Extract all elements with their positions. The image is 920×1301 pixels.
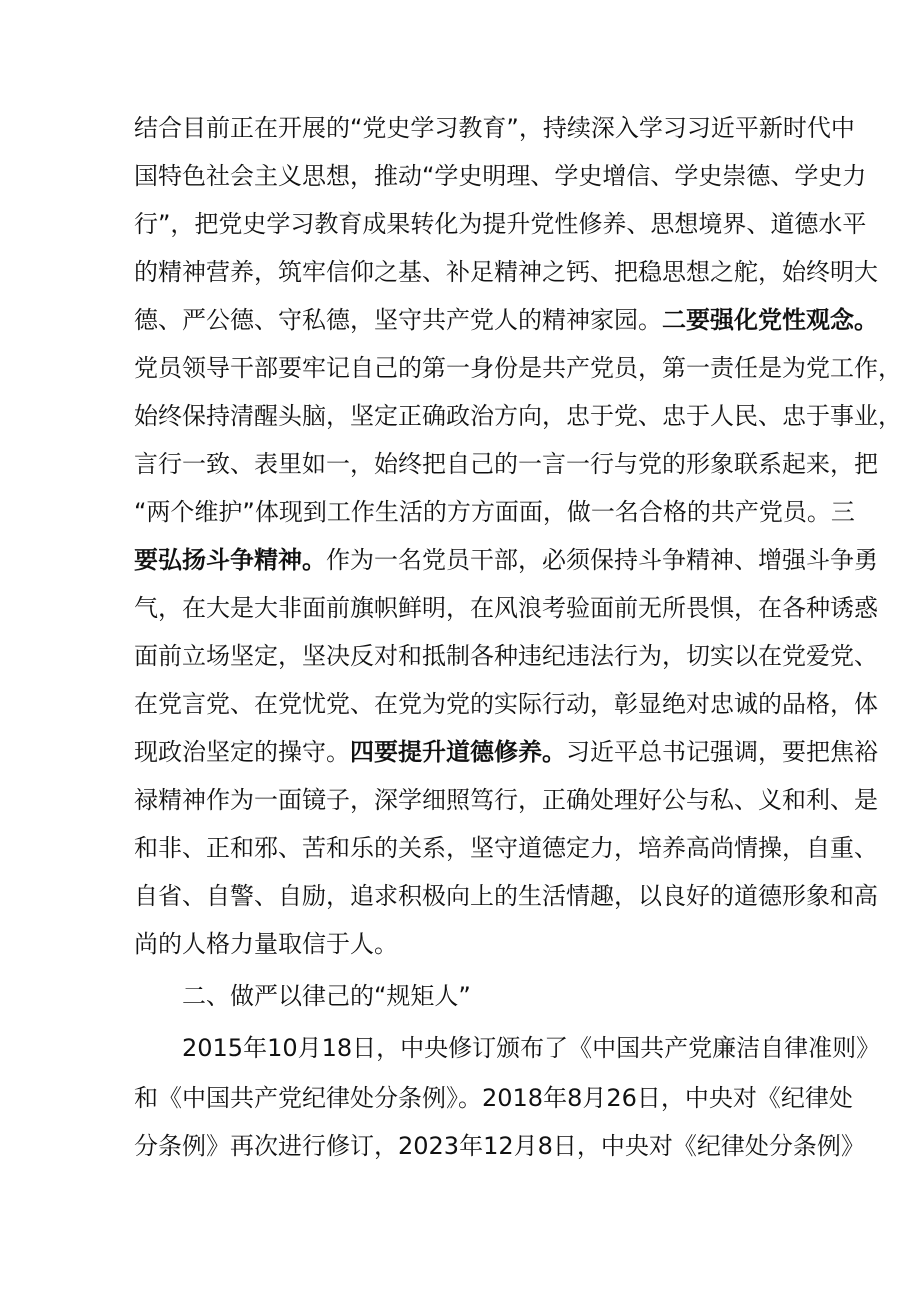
- text-run: 党员领导干部要牢记自己的第一身份是共产党员，第一责任是为党工作，: [134, 354, 902, 382]
- text-run: 结合目前正在开展的“党史学习教育”，持续深入学习习近平新时代中: [134, 114, 855, 142]
- text-run: 现政治坚定的操守。: [134, 738, 350, 766]
- text-line: [134, 492, 855, 532]
- text-run: 行”，把党史学习教育成果转化为提升党性修养、思想境界、道德水平: [134, 210, 867, 238]
- text-line: [182, 1028, 881, 1068]
- text-run: 的精神营养，筑牢信仰之基、补足精神之钙、把稳思想之舵，始终明大: [134, 258, 878, 286]
- text-run: 分条例》再次进行修订，2023年12月8日，中央对《纪律处分条例》: [134, 1132, 865, 1160]
- text-line: [134, 540, 878, 580]
- text-line: [134, 780, 878, 820]
- text-run: 言行一致、表里如一，始终把自己的一言一行与党的形象联系起来，把: [134, 450, 878, 478]
- text-line: [134, 300, 878, 340]
- text-run: 禄精神作为一面镜子，深学细照笃行，正确处理好公与私、义和利、是: [134, 786, 878, 814]
- text-line: [134, 108, 855, 148]
- text-run: 气，在大是大非面前旗帜鲜明，在风浪考验面前无所畏惧，在各种诱惑: [134, 594, 878, 622]
- bold-heading-run: 要弘扬斗争精神。: [134, 546, 326, 574]
- text-run: 德、严公德、守私德，坚守共产党人的精神家园。: [134, 306, 662, 334]
- text-run: 2015年10月18日，中央修订颁布了《中国共产党廉洁自律准则》: [182, 1034, 881, 1062]
- text-line: [134, 396, 902, 436]
- section-heading-text: 二、做严以律己的“规矩人”: [182, 982, 471, 1010]
- bold-heading-run: 二要强化党性观念。: [662, 306, 878, 334]
- text-run: 和《中国共产党纪律处分条例》。2018年8月26日，中央对《纪律处: [134, 1084, 853, 1112]
- text-run: 面前立场坚定，坚决反对和抵制各种违纪违法行为，切实以在党爱党、: [134, 642, 878, 670]
- text-run: 自省、自警、自励，追求积极向上的生活情趣，以良好的道德形象和高: [134, 882, 878, 910]
- text-line: [134, 204, 867, 244]
- text-line: [134, 636, 878, 676]
- text-run: 始终保持清醒头脑，坚定正确政治方向，忠于党、忠于人民、忠于事业，: [134, 402, 902, 430]
- text-run: 在党言党、在党忧党、在党为党的实际行动，彰显绝对忠诚的品格，体: [134, 690, 878, 718]
- text-line: [134, 924, 804, 964]
- section-heading: [182, 976, 852, 1016]
- text-line: [134, 876, 878, 916]
- text-line: [134, 588, 878, 628]
- text-line: [134, 444, 878, 484]
- bold-heading-run: 四要提升道德修养。: [350, 738, 566, 766]
- text-line: [134, 1078, 853, 1118]
- text-line: [134, 828, 878, 868]
- text-line: [134, 156, 867, 196]
- text-run: “两个维护”体现到工作生活的方方面面，做一名合格的共产党员。三: [134, 498, 855, 526]
- text-line: [134, 348, 902, 388]
- text-run: 作为一名党员干部，必须保持斗争精神、增强斗争勇: [326, 546, 878, 574]
- text-line: [134, 684, 878, 724]
- text-run: 和非、正和邪、苦和乐的关系，坚守道德定力，培养高尚情操，自重、: [134, 834, 878, 862]
- text-run: 习近平总书记强调，要把焦裕: [566, 738, 878, 766]
- text-line: [134, 1126, 865, 1166]
- text-line: [134, 732, 878, 772]
- text-run: 尚的人格力量取信于人。: [134, 930, 398, 958]
- text-run: 国特色社会主义思想，推动“学史明理、学史增信、学史崇德、学史力: [134, 162, 867, 190]
- text-line: [134, 252, 878, 292]
